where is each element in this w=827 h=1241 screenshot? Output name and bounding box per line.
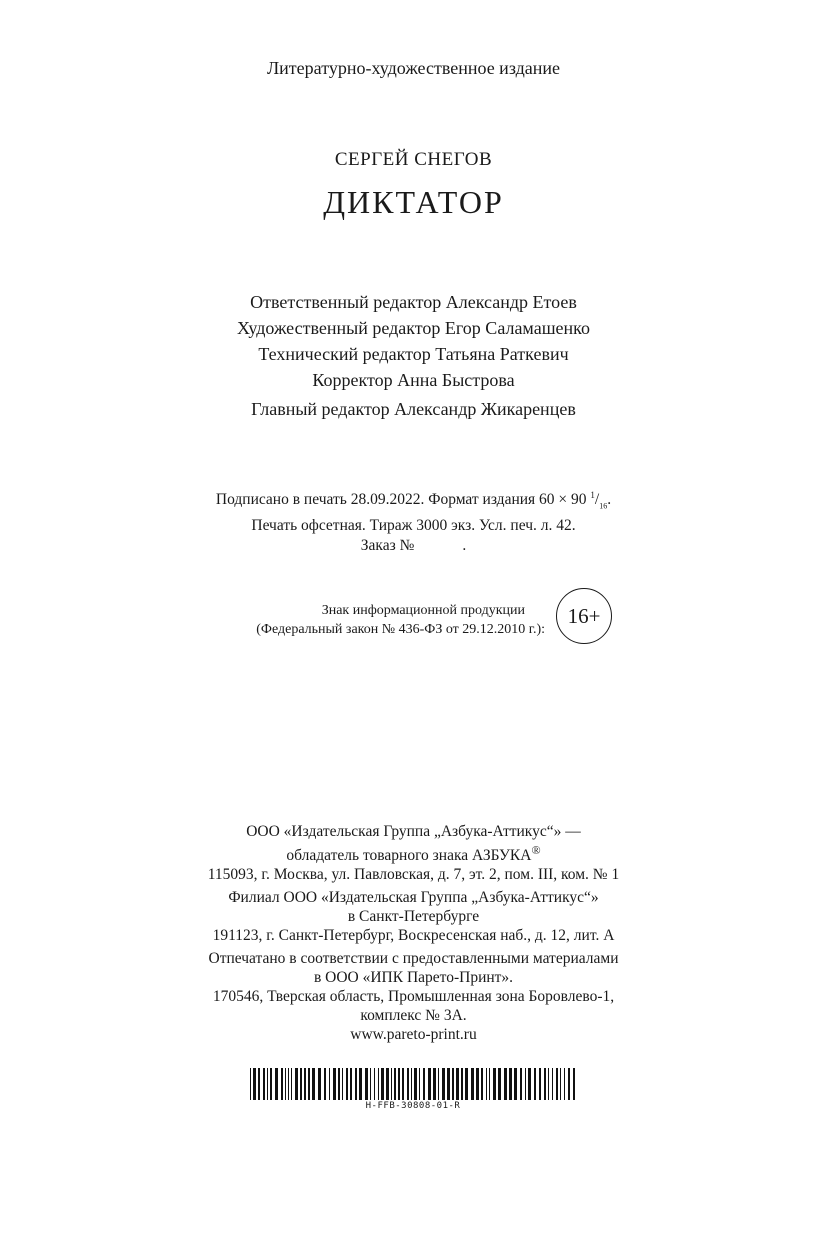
trademark-text: обладатель товарного знака АЗБУКА <box>286 847 532 865</box>
barcode-label: H-FFB-30808-01-R <box>365 1101 461 1111</box>
order-label: Заказ № <box>360 537 415 555</box>
printer-line: Отпечатано в соответствии с предоставленными материалами <box>208 950 619 968</box>
printer-address: комплекс № 3А. <box>360 1007 467 1025</box>
editors-block <box>0 289 827 393</box>
branch-line: в Санкт-Петербурге <box>347 908 480 926</box>
format-numerator: 1 <box>590 490 595 500</box>
barcode-bars <box>250 1068 576 1100</box>
publisher-line <box>0 841 827 865</box>
chief-editor: Главный редактор Александр Жикаренцев <box>251 399 576 419</box>
printer-address: 170546, Тверская область, Промышленная зона Боровлево-1, <box>212 988 615 1006</box>
info-sign-line-2: (Федеральный закон № 436-ФЗ от 29.12.2010 г.): <box>256 622 545 637</box>
barcode <box>250 1068 576 1116</box>
print-line-2: Печать офсетная. Тираж 3000 экз. Усл. печ. л. 42. <box>251 517 576 535</box>
publisher-address: 115093, г. Москва, ул. Павловская, д. 7, эт. 2, пом. III, ком. № 1 <box>207 866 620 884</box>
book-title: ДИКТАТОР <box>323 184 504 220</box>
editor-line: Технический редактор Татьяна Раткевич <box>258 344 569 364</box>
author-name: СЕРГЕЙ СНЕГОВ <box>334 149 493 170</box>
genre-line: Литературно-художественное издание <box>266 58 561 78</box>
print-line-1: Подписано в печать 28.09.2022. Формат издания 60 × 90 $^1/_{16}$. <box>215 490 612 511</box>
info-sign-line-1: Знак информационной продукции <box>321 603 525 618</box>
format-denominator: 16 <box>599 501 608 511</box>
publisher-block <box>0 822 827 1044</box>
print-info <box>0 485 827 556</box>
printer-website: www.pareto-print.ru <box>350 1026 477 1044</box>
editor-line: Корректор Анна Быстрова <box>312 370 515 390</box>
print-format-text: Подписано в печать 28.09.2022. Формат издания 60 × 90 <box>215 491 587 509</box>
info-sign-text <box>200 601 545 639</box>
branch-address: 191123, г. Санкт-Петербург, Воскресенская наб., д. 12, лит. А <box>212 927 615 945</box>
age-rating-badge: 16+ <box>556 588 612 644</box>
editor-line: Ответственный редактор Александр Етоев <box>250 292 577 312</box>
registered-mark: ® <box>531 843 541 857</box>
branch-line: Филиал ООО «Издательская Группа „Азбука-Аттикус“» <box>228 889 599 907</box>
editor-line: Художественный редактор Егор Саламашенко <box>236 318 591 338</box>
printer-line: в ООО «ИПК Парето-Принт». <box>313 969 514 987</box>
publisher-line: ООО «Издательская Группа „Азбука-Аттикус“» — <box>246 823 581 840</box>
print-line-3: Заказ № . <box>360 537 467 555</box>
